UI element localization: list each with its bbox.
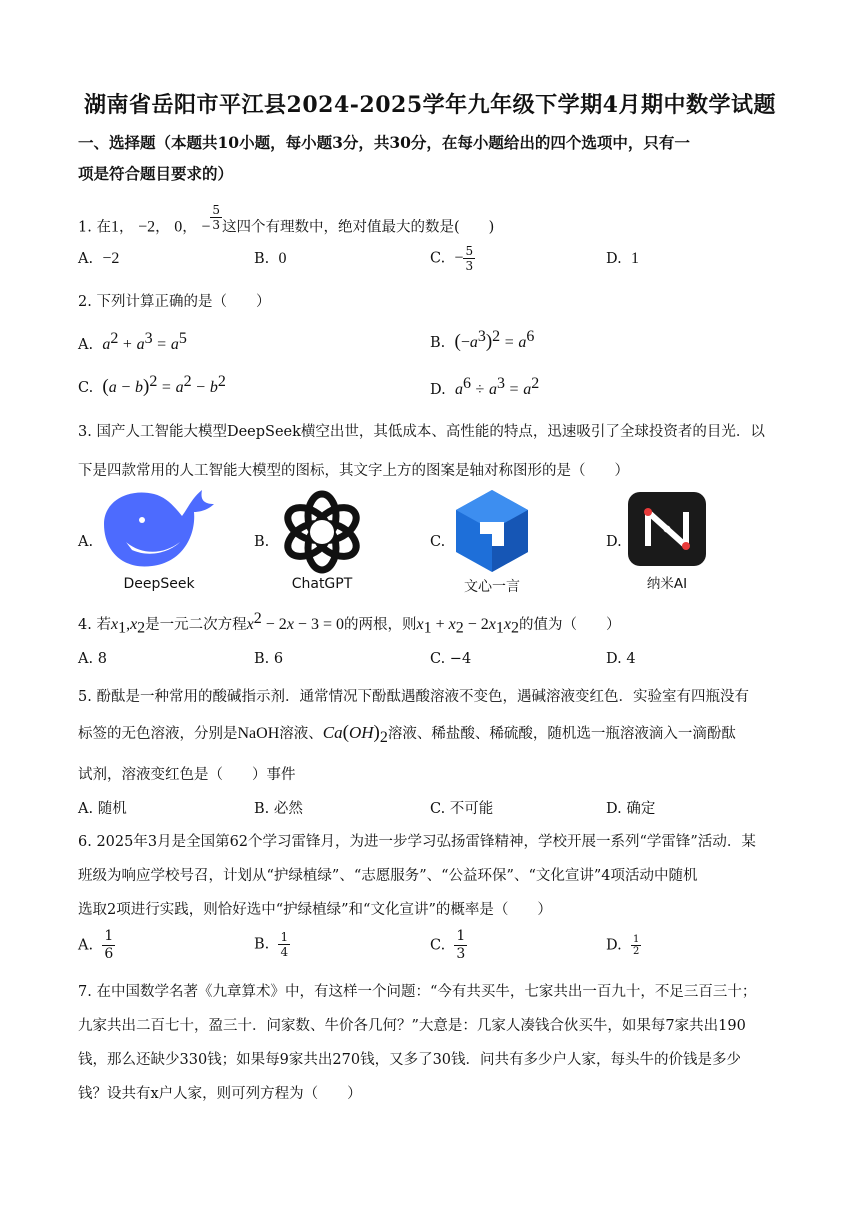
fraction: $\frac{5}{3}$ — [212, 203, 220, 232]
question-7-stem-line-1: 7. 在中国数学名著《九章算术》中，有这样一个问题：“今有共买牛，七家共出一百九十，不足三百三十； — [78, 984, 757, 1000]
question-2-option-d[interactable]: D. $a^6 \div a^3 = a^2$ — [430, 375, 540, 398]
question-3-option-b-label[interactable]: B. — [254, 534, 270, 550]
logo-caption-wenxin: 文心一言 — [464, 579, 520, 595]
fraction: $\frac{1}{6}$ — [104, 928, 114, 962]
question-3-option-d-label[interactable]: D. — [606, 534, 622, 550]
cube-icon — [452, 488, 532, 574]
logo-caption-nami: 纳米AI — [646, 576, 688, 592]
question-3-option-c-label[interactable]: C. — [430, 534, 446, 550]
question-5-stem-line-1: 5. 酚酞是一种常用的酸碱指示剂．通常情况下酚酞遇酸溶液不变色，遇碱溶液变红色．实验室有四瓶没有 — [78, 689, 749, 705]
question-6-option-d[interactable]: D. $\frac{1}{2}$ — [606, 934, 640, 957]
logo-caption-chatgpt: ChatGPT — [291, 576, 353, 592]
question-4-option-b[interactable]: B. 6 — [254, 651, 284, 667]
question-1-option-c[interactable]: C. − $\frac{5}{3}$ — [430, 244, 474, 273]
question-6-stem-line-3: 选取2项进行实践，则恰好选中“护绿植绿”和“文化宣讲”的概率是（ ） — [78, 902, 552, 918]
logo-caption-deepseek: DeepSeek — [123, 576, 195, 592]
section-heading-line-2: 项是符合题目要求的） — [78, 164, 234, 183]
question-6-option-b[interactable]: B. $\frac{1}{4}$ — [254, 930, 289, 959]
whale-icon — [96, 482, 222, 574]
fraction: $\frac{1}{3}$ — [456, 928, 466, 962]
fraction: $\frac{1}{4}$ — [280, 930, 289, 959]
page-title: 湖南省岳阳市平江县2024-2025学年九年级下学期4月期中数学试题 — [84, 92, 776, 118]
question-4-stem: 4. 若$x_1,x_2$是一元二次方程$x^2 - 2x - 3 = 0$的两根，则$x_1 + x_2 - 2x_1x_2$的值为（ ） — [78, 610, 621, 637]
n-icon — [628, 492, 706, 566]
knot-icon — [276, 486, 368, 578]
question-7-stem-line-4: 钱？设共有x户人家，则可列方程为（ ） — [78, 1086, 362, 1102]
question-3-stem-line-1: 3. 国产人工智能大模型DeepSeek横空出世，其低成本、高性能的特点，迅速吸引了全球投资者的目光．以 — [78, 424, 765, 440]
question-4-option-c[interactable]: C. −4 — [430, 651, 472, 667]
section-heading — [78, 127, 778, 189]
question-7-stem-line-2: 九家共出二百七十，盈三十．问家数、牛价各几何？”大意是：几家人凑钱合伙买牛，如果每7家共出190 — [78, 1018, 746, 1034]
question-5-option-d[interactable]: D. 确定 — [606, 801, 656, 817]
question-5-option-b[interactable]: B. 必然 — [254, 801, 303, 817]
question-3-stem-line-2: 下是四款常用的人工智能大模型的图标，其文字上方的图案是轴对称图形的是（ ） — [78, 463, 629, 479]
question-1-stem: 1. 在1， −2， 0， − $\frac{5}{3}$ 这四个有理数中，绝对值最大的数是( ) — [78, 203, 495, 236]
question-2-option-c[interactable]: C. $(a - b)^2 = a^2 - b^2$ — [78, 373, 226, 397]
question-7-stem-line-3: 钱，那么还缺少330钱；如果每9家共出270钱，又多了30钱．问共有多少户人家，每头牛的价钱是多少 — [78, 1052, 742, 1068]
question-4-option-a[interactable]: A. 8 — [78, 651, 107, 667]
question-2-stem: 2. 下列计算正确的是（ ） — [78, 294, 271, 310]
question-5-stem-line-3: 试剂，溶液变红色是（ ）事件 — [78, 767, 296, 783]
fraction: $\frac{5}{3}$ — [465, 244, 474, 273]
question-6-stem-line-1: 6. 2025年3月是全国第62个学习雷锋月，为进一步学习弘扬雷锋精神，学校开展一系列“学雷锋”活动．某 — [78, 834, 756, 850]
question-5-option-a[interactable]: A. 随机 — [78, 801, 127, 817]
question-2-option-a[interactable]: A. $a^2 + a^3 = a^5$ — [78, 330, 187, 353]
section-heading-line-1: 一、选择题（本题共10小题，每小题3分，共30分，在每小题给出的四个选项中，只有一 — [78, 133, 690, 152]
question-6-option-a[interactable]: A. $\frac{1}{6}$ — [78, 928, 114, 962]
question-1-option-a[interactable]: A. −2 — [78, 250, 120, 267]
question-1-option-d[interactable]: D. 1 — [606, 250, 639, 267]
question-5-stem-line-2: 标签的无色溶液，分别是NaOH溶液、$Ca(OH)_2$溶液、稀盐酸、稀硫酸，随机选一瓶溶液滴入一滴酚酞 — [78, 722, 736, 746]
question-2-option-b[interactable]: B. $(-a^3)^2 = a^6$ — [430, 328, 535, 352]
question-6-stem-line-2: 班级为响应学校号召，计划从“护绿植绿”、“志愿服务”、“公益环保”、“文化宣讲”4项活动中随机 — [78, 868, 698, 884]
question-3-option-a-label[interactable]: A. — [78, 534, 94, 550]
question-6-option-c[interactable]: C. $\frac{1}{3}$ — [430, 928, 466, 962]
question-1-option-b[interactable]: B. 0 — [254, 250, 287, 267]
question-4-option-d[interactable]: D. 4 — [606, 651, 636, 667]
question-5-option-c[interactable]: C. 不可能 — [430, 801, 494, 817]
fraction: $\frac{1}{2}$ — [632, 934, 640, 957]
